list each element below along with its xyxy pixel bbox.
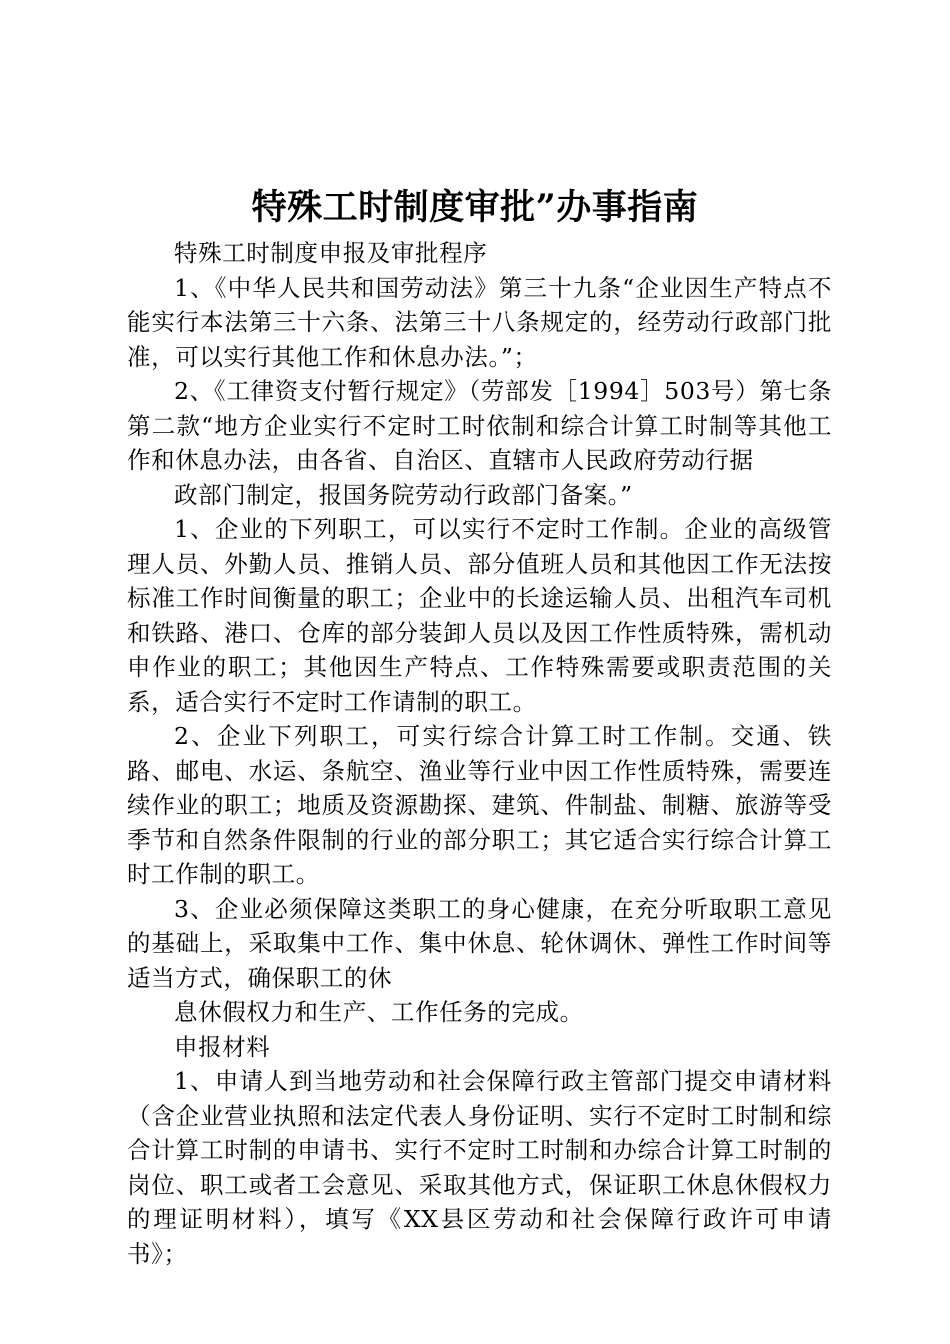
paragraph-wage-regulation-cont: 政部门制定，报国务院劳动行政部门备案。”: [174, 480, 633, 509]
paragraph-application-materials: 1、申请人到当地劳动和社会保障行政主管部门提交申请材料（含企业营业执照和法定代表人身份证明、实行不定时工时制和综合计算工时制的申请书、实行不定时工时制和办综合计算工时制的岗位、职工或者工会意见、采取其他方式，保证职工休息休假权力的理证明材料），填写《XX县区劳动和社会保障行政许可申请书》；: [127, 1067, 832, 1268]
document-body: [127, 236, 832, 1271]
section-heading-materials: 申报材料: [174, 1032, 271, 1061]
paragraph-health-guarantee: 3、企业必须保障这类职工的身心健康，在充分听取职工意见的基础上，采取集中工作、集中休息、轮休调休、弹性工作时间等适当方式，确保职工的休: [127, 894, 832, 992]
paragraph-comprehensive-hours: 2、企业下列职工，可实行综合计算工时工作制。交通、铁路、邮电、水运、条航空、渔业等行业中因工作性质特殊，需要连续作业的职工；地质及资源勘探、建筑、件制盐、制糖、旅游等受季节和自然条件限制的行业的部分职工；其它适合实行综合计算工时工作制的职工。: [127, 722, 832, 888]
paragraph-health-guarantee-cont: 息休假权力和生产、工作任务的完成。: [174, 998, 584, 1026]
document-title: 特殊工时制度审批”办事指南: [251, 187, 699, 228]
paragraph-wage-regulation: 2、《工律资支付暂行规定》（劳部发［1994］503号）第七条第二款“地方企业实行不定时工时依制和综合计算工时制等其他工作和休息办法，由各省、自治区、直辖市人民政府劳动行据: [127, 377, 832, 474]
section-heading-procedure: 特殊工时制度申报及审批程序: [174, 239, 488, 267]
paragraph-labor-law: 1、《中华人民共和国劳动法》第三十九条“企业因生产特点不能实行本法第三十六条、法第三十八条规定的，经劳动行政部门批准，可以实行其他工作和休息办法。”；: [127, 273, 832, 371]
paragraph-flexible-hours: 1、企业的下列职工，可以实行不定时工作制。企业的高级管理人员、外勤人员、推销人员、部分值班人员和其他因工作无法按标准工作时间衡量的职工；企业中的长途运输人员、出租汽车司机和铁路、港口、仓库的部分装卸人员以及因工作性质特殊，需机动申作业的职工；其他因生产特点、工作特殊需要或职责范围的关系，适合实行不定时工作请制的职工。: [127, 515, 832, 716]
